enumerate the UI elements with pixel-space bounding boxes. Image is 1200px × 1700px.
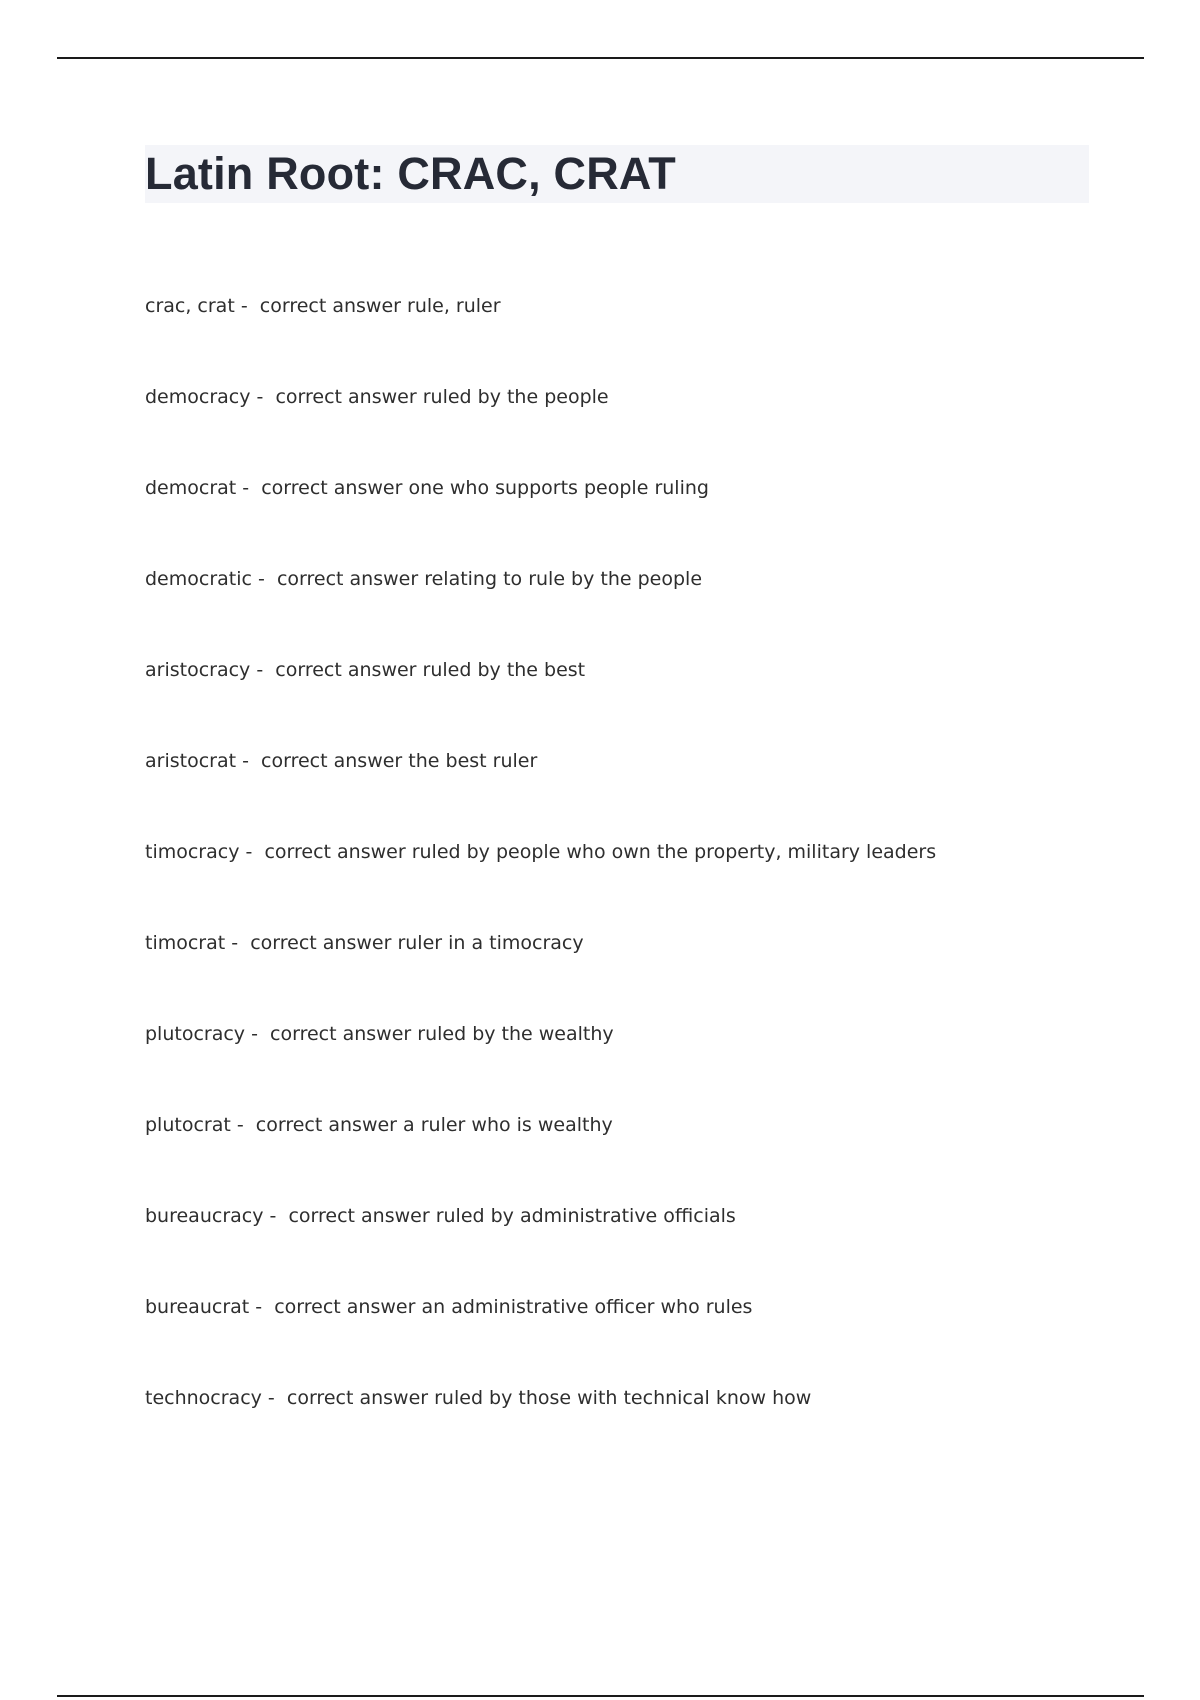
card-separator: - xyxy=(261,1387,287,1409)
card-answer-prefix: correct answer xyxy=(261,477,403,499)
card-definition: rule, ruler xyxy=(407,295,501,317)
flashcard-item xyxy=(145,654,1105,745)
card-definition: ruled by administrative officials xyxy=(435,1205,736,1227)
card-term: technocracy xyxy=(145,1387,262,1409)
flashcard-item xyxy=(145,563,1105,654)
flashcard-item xyxy=(145,381,1105,472)
flashcard-item xyxy=(145,1018,1105,1109)
page-title: Latin Root: CRAC, CRAT xyxy=(145,148,676,199)
card-term: crac, crat xyxy=(145,295,235,317)
card-separator: - xyxy=(236,477,262,499)
card-definition: one who supports people ruling xyxy=(408,477,709,499)
card-answer-prefix: correct answer xyxy=(275,386,417,408)
card-separator: - xyxy=(250,659,276,681)
card-definition: ruled by the wealthy xyxy=(417,1023,614,1045)
card-term: plutocracy xyxy=(145,1023,246,1045)
card-term: timocracy xyxy=(145,841,240,863)
card-separator: - xyxy=(250,386,276,408)
flashcard-item xyxy=(145,927,1105,1018)
card-term: democratic xyxy=(145,568,252,590)
card-separator: - xyxy=(236,750,262,772)
flashcard-list xyxy=(145,290,1105,1473)
card-term: plutocrat xyxy=(145,1114,231,1136)
card-answer-prefix: correct answer xyxy=(274,1296,416,1318)
card-definition: ruled by the best xyxy=(422,659,586,681)
card-separator: - xyxy=(263,1205,289,1227)
card-term: aristocracy xyxy=(145,659,251,681)
flashcard-item xyxy=(145,472,1105,563)
card-term: bureaucracy xyxy=(145,1205,264,1227)
card-separator: - xyxy=(234,295,260,317)
card-answer-prefix: correct answer xyxy=(264,841,406,863)
title-band xyxy=(145,145,1089,203)
flashcard-item xyxy=(145,290,1105,381)
flashcard-item xyxy=(145,1291,1105,1382)
card-definition: a ruler who is wealthy xyxy=(403,1114,613,1136)
card-definition: ruled by the people xyxy=(422,386,609,408)
card-definition: ruled by those with technical know how xyxy=(434,1387,812,1409)
card-separator: - xyxy=(230,1114,256,1136)
card-answer-prefix: correct answer xyxy=(259,295,401,317)
card-answer-prefix: correct answer xyxy=(276,568,419,590)
card-definition: an administrative officer who rules xyxy=(421,1296,753,1318)
card-term: democrat xyxy=(145,477,237,499)
flashcard-item xyxy=(145,745,1105,836)
card-separator: - xyxy=(245,1023,271,1045)
card-definition: ruled by people who own the property, military leaders xyxy=(411,841,937,863)
card-separator: - xyxy=(239,841,265,863)
card-term: timocrat xyxy=(145,932,226,954)
card-definition: ruler in a timocracy xyxy=(397,932,584,954)
footer-divider xyxy=(57,1695,1144,1697)
card-separator: - xyxy=(249,1296,275,1318)
card-answer-prefix: correct answer xyxy=(250,932,392,954)
card-answer-prefix: correct answer xyxy=(286,1387,429,1409)
card-separator: - xyxy=(225,932,251,954)
card-answer-prefix: correct answer xyxy=(288,1205,430,1227)
flashcard-item xyxy=(145,1382,1105,1473)
card-term: bureaucrat xyxy=(145,1296,250,1318)
flashcard-item xyxy=(145,1109,1105,1200)
card-term: aristocrat xyxy=(145,750,237,772)
card-term: democracy xyxy=(145,386,251,408)
card-answer-prefix: correct answer xyxy=(270,1023,412,1045)
flashcard-item xyxy=(145,836,1105,927)
card-answer-prefix: correct answer xyxy=(275,659,417,681)
card-definition: relating to rule by the people xyxy=(424,568,703,590)
card-separator: - xyxy=(251,568,277,590)
card-answer-prefix: correct answer xyxy=(255,1114,397,1136)
card-definition: the best ruler xyxy=(408,750,538,772)
flashcard-item xyxy=(145,1200,1105,1291)
card-answer-prefix: correct answer xyxy=(261,750,403,772)
header-divider xyxy=(57,57,1144,59)
